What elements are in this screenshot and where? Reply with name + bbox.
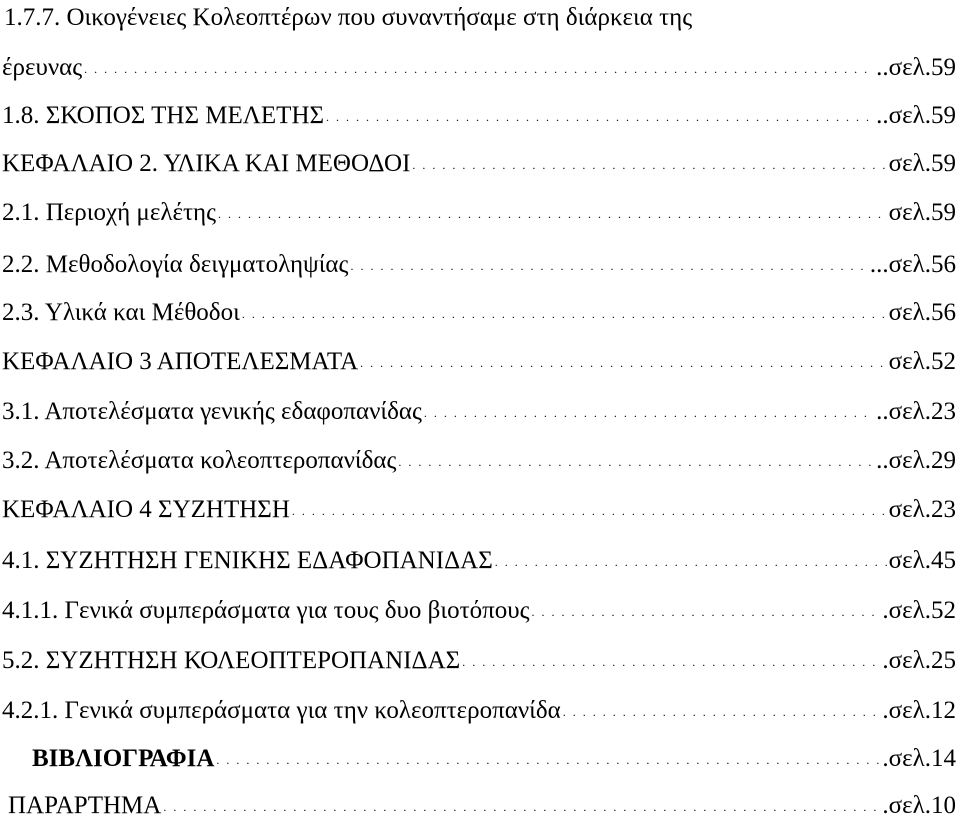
toc-entry[interactable]: [2, 101, 956, 131]
toc-entry[interactable]: [2, 347, 956, 377]
toc-entry[interactable]: [2, 149, 956, 179]
toc-entry-title: 3.2. Αποτελέσματα κολεοπτεροπανίδας: [2, 447, 397, 474]
dot-leader: [412, 147, 886, 180]
toc-entry-page: σελ.59: [888, 150, 956, 177]
toc-entry-title: 3.1. Αποτελέσματα γενικής εδαφοπανίδας: [2, 398, 422, 425]
toc-entry-title: 1.7.7. Οικογένειες Κολεοπτέρων που συναντήσαμε στη διάρκεια της: [4, 4, 693, 31]
toc-entry-title: ΠΑΡΑΡΤΗΜΑ: [8, 792, 162, 819]
toc-entry-title: ΚΕΦΑΛΑΙΟ 3 ΑΠΟΤΕΛΕΣΜΑΤΑ: [2, 348, 359, 375]
toc-entry-title: 2.1. Περιοχή μελέτης: [2, 199, 216, 226]
toc-entry-title: έρευνας: [2, 54, 83, 81]
toc-entry-page: .σελ.10: [882, 792, 956, 819]
dot-leader: [532, 594, 881, 627]
toc-entry-title: 1.8. ΣΚΟΠΟΣ ΤΗΣ ΜΕΛΕΤΗΣ: [2, 102, 325, 129]
toc-entry-page: ..σελ.59: [876, 102, 956, 129]
toc-entry[interactable]: [2, 250, 956, 280]
dot-leader: [242, 296, 887, 329]
toc-entry-title: 4.2.1. Γενικά συμπεράσματα για την κολεοπτεροπανίδα: [2, 697, 561, 724]
toc-entry[interactable]: [32, 744, 956, 774]
toc-entry[interactable]: [2, 397, 956, 427]
toc-entry-page: ..σελ.59: [876, 54, 956, 81]
toc-entry-page: ..σελ.29: [876, 447, 956, 474]
toc-entry-title: 4.1.1. Γενικά συμπεράσματα για τους δυο βιοτόπους: [2, 597, 530, 624]
toc-entry-page: .σελ.52: [882, 597, 956, 624]
toc-entry-page: σελ.45: [888, 547, 956, 574]
toc-entry-page: σελ.23: [888, 496, 956, 523]
toc-entry-page: σελ.59: [888, 199, 956, 226]
toc-entry-page: ..σελ.23: [876, 398, 956, 425]
dot-leader: [398, 444, 874, 477]
toc-entry[interactable]: [2, 198, 956, 228]
dot-leader: [163, 789, 880, 822]
toc-entry-title: ΚΕΦΑΛΑΙΟ 4 ΣΥΖΗΤΗΣΗ: [2, 496, 290, 523]
toc-entry[interactable]: [2, 298, 956, 328]
toc-entry[interactable]: [8, 791, 956, 821]
toc-entry-page: σελ.52: [888, 348, 956, 375]
toc-entry-title: ΒΙΒΛΙΟΓΡΑΦΙΑ: [32, 745, 215, 772]
toc-entry-page: .σελ.12: [882, 697, 956, 724]
toc-entry[interactable]: [2, 696, 956, 726]
toc-entry-title: 4.1. ΣΥΖΗΤΗΣΗ ΓΕΝΙΚΗΣ ΕΔΑΦΟΠΑΝΙΔΑΣ: [2, 547, 493, 574]
dot-leader: [84, 51, 874, 84]
toc-entry-page: .σελ.14: [882, 745, 956, 772]
dot-leader: [350, 248, 867, 281]
toc-entry-page: σελ.56: [888, 299, 956, 326]
toc-entry[interactable]: [2, 596, 956, 626]
toc-entry[interactable]: [2, 53, 956, 83]
toc-entry-page: ...σελ.56: [869, 251, 956, 278]
toc-entry[interactable]: [2, 646, 956, 676]
toc-entry-title: 2.3. Υλικά και Μέθοδοι: [2, 299, 240, 326]
dot-leader: [424, 395, 874, 428]
toc-entry-title: 2.2. Μεθοδολογία δειγματοληψίας: [2, 251, 349, 278]
dot-leader: [218, 196, 887, 229]
dot-leader: [563, 694, 881, 727]
toc-entry-title: ΚΕΦΑΛΑΙΟ 2. ΥΛΙΚΑ ΚΑΙ ΜΕΘΟΔΟΙ: [2, 150, 411, 177]
toc-entry-title: 5.2. ΣΥΖΗΤΗΣΗ ΚΟΛΕΟΠΤΕΡΟΠΑΝΙΔΑΣ: [2, 647, 461, 674]
dot-leader: [326, 99, 874, 132]
dot-leader: [495, 544, 887, 577]
toc-entry[interactable]: [2, 546, 956, 576]
dot-leader: [462, 644, 880, 677]
dot-leader: [292, 493, 887, 526]
dot-leader: [216, 742, 880, 775]
toc-entry[interactable]: [2, 446, 956, 476]
toc-entry-page: .σελ.25: [882, 647, 956, 674]
dot-leader: [360, 345, 886, 378]
toc-entry[interactable]: [2, 495, 956, 525]
